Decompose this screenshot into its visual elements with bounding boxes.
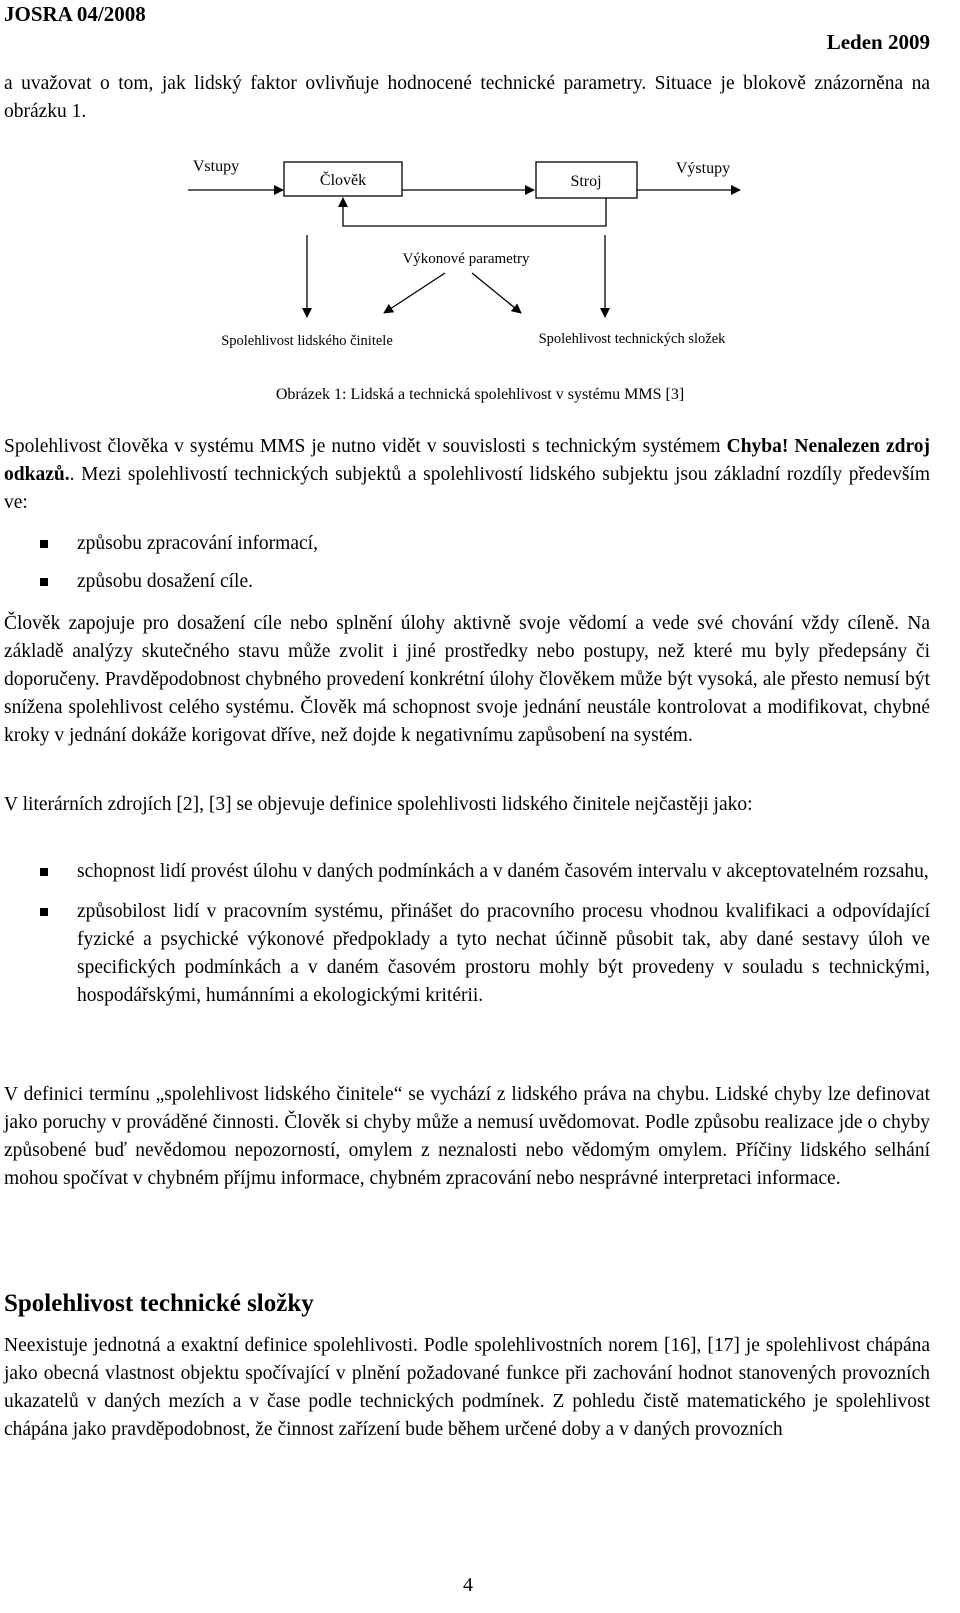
reference-error: Chyba! Nenalezen zdroj odkazů. [4,436,930,485]
paragraph-human-behaviour: Člověk zapojuje pro dosažení cíle nebo splnění úlohy aktivně svoje vědomí a vede své chování vždy cíleně. Na základě analýzy skutečného stavu může zvolit i jiné prostředky nebo postupy, než které mu byly předepsány či doporučeny. Pravděpodobnost chybného provedení konkrétní úlohy člověkem může být vysoká, ale přesto nemusí být snížena spolehlivost celého systému. Člověk má schopnost svoje jednání neustále kontrolovat a modifikovat, chybné kroky v jednání dokáže korigovat dříve, než dojde k negativnímu zapůsobení na systém. [4,613,930,746]
performance-left-arrow [384,273,445,313]
human-reliability-label: Spolehlivost lidského činitele [221,333,393,349]
list-item-text: způsobilost lidí v pracovním systému, přinášet do pracovního procesu vhodnou kvalifikaci a odpovídající fyzické a psychické výkonové předpoklady a tyto nechat účinně působit tak, aby dané sestavy úloh ve specifických podmínkách a v daném časovém prostoru mohly být provedeny v souladu s technickými, hospodářskými, humánními a ekologickými kritérii. [77,901,930,1006]
mms-block-diagram [0,140,960,360]
feedback-loop [343,198,606,226]
list-item [4,858,930,886]
bullet-square-icon [40,540,48,548]
bullet-square-icon [40,578,48,586]
list-item [4,568,930,596]
intro-paragraph: a uvažovat o tom, jak lidský faktor ovlivňuje hodnocené technické parametry. Situace je blokově znázorněna na obrázku 1. [4,73,930,122]
tech-reliability-label: Spolehlivost technických složek [538,331,726,347]
bullet-square-icon [40,868,48,876]
list-item-text: schopnost lidí provést úlohu v daných podmínkách a v daném časovém intervalu v akceptovatelném rozsahu, [77,861,929,882]
bullet-square-icon [40,908,48,916]
list-item [4,530,930,558]
figure-caption: Obrázek 1: Lidská a technická spolehlivost v systému MMS [3] [275,386,685,403]
inputs-label: Vstupy [192,158,240,175]
paragraph-human-error: V definici termínu „spolehlivost lidského činitele“ se vychází z lidského práva na chybu. Lidské chyby lze definovat jako poruchy v prováděné činnosti. Člověk si chyby může a nemusí uvědomovat. Podle způsobu realizace jde o chyby způsobené buď nevědomou nepozorností, omylem z neznalosti nebo vědomým omylem. Příčiny lidského selhání mohou spočívat v chybném příjmu informace, chybném zpracování nebo nesprávné interpretaci informace. [4,1084,930,1189]
p1-text: Spolehlivost člověka v systému MMS je nutno vidět v souvislosti s technickým systémem [4,436,727,457]
journal-title: JOSRA 04/2008 [4,2,146,26]
paragraph-literature: V literárních zdrojích [2], [3] se objevuje definice spolehlivosti lidského činitele nejčastěji jako: [4,794,753,815]
outputs-label: Výstupy [675,160,731,177]
page-number: 4 [463,1574,473,1596]
definitions-list [4,858,930,1010]
machine-label: Stroj [570,173,602,190]
list-item [4,898,930,1010]
p1-rest: . Mezi spolehlivostí technických subjektů a spolehlivostí lidského subjektu jsou základní rozdíly především ve: [4,464,930,513]
paragraph-human-reliability [4,433,930,517]
list-item-text: způsobu zpracování informací, [77,533,318,554]
performance-right-arrow [472,273,521,313]
paragraph-technical-reliability: Neexistuje jednotná a exaktní definice spolehlivosti. Podle spolehlivostních norem [16], [17] je spolehlivost chápána jako obecná vlastnost objektu spočívající v plnění požadované funkce při zachování hodnot stanovených provozních ukazatelů v daných mezích a v čase podle technických podmínek. Z pohledu čistě matematického je spolehlivost chápána jako pravděpodobnost, že činnost zařízení bude během určené doby a v daných provozních [4,1335,930,1440]
issue-date: Leden 2009 [826,30,930,54]
section-title: Spolehlivost technické složky [4,1290,314,1317]
human-label: Člověk [319,172,367,189]
performance-label: Výkonové parametry [402,251,530,267]
differences-list [4,530,930,596]
list-item-text: způsobu dosažení cíle. [77,571,253,592]
